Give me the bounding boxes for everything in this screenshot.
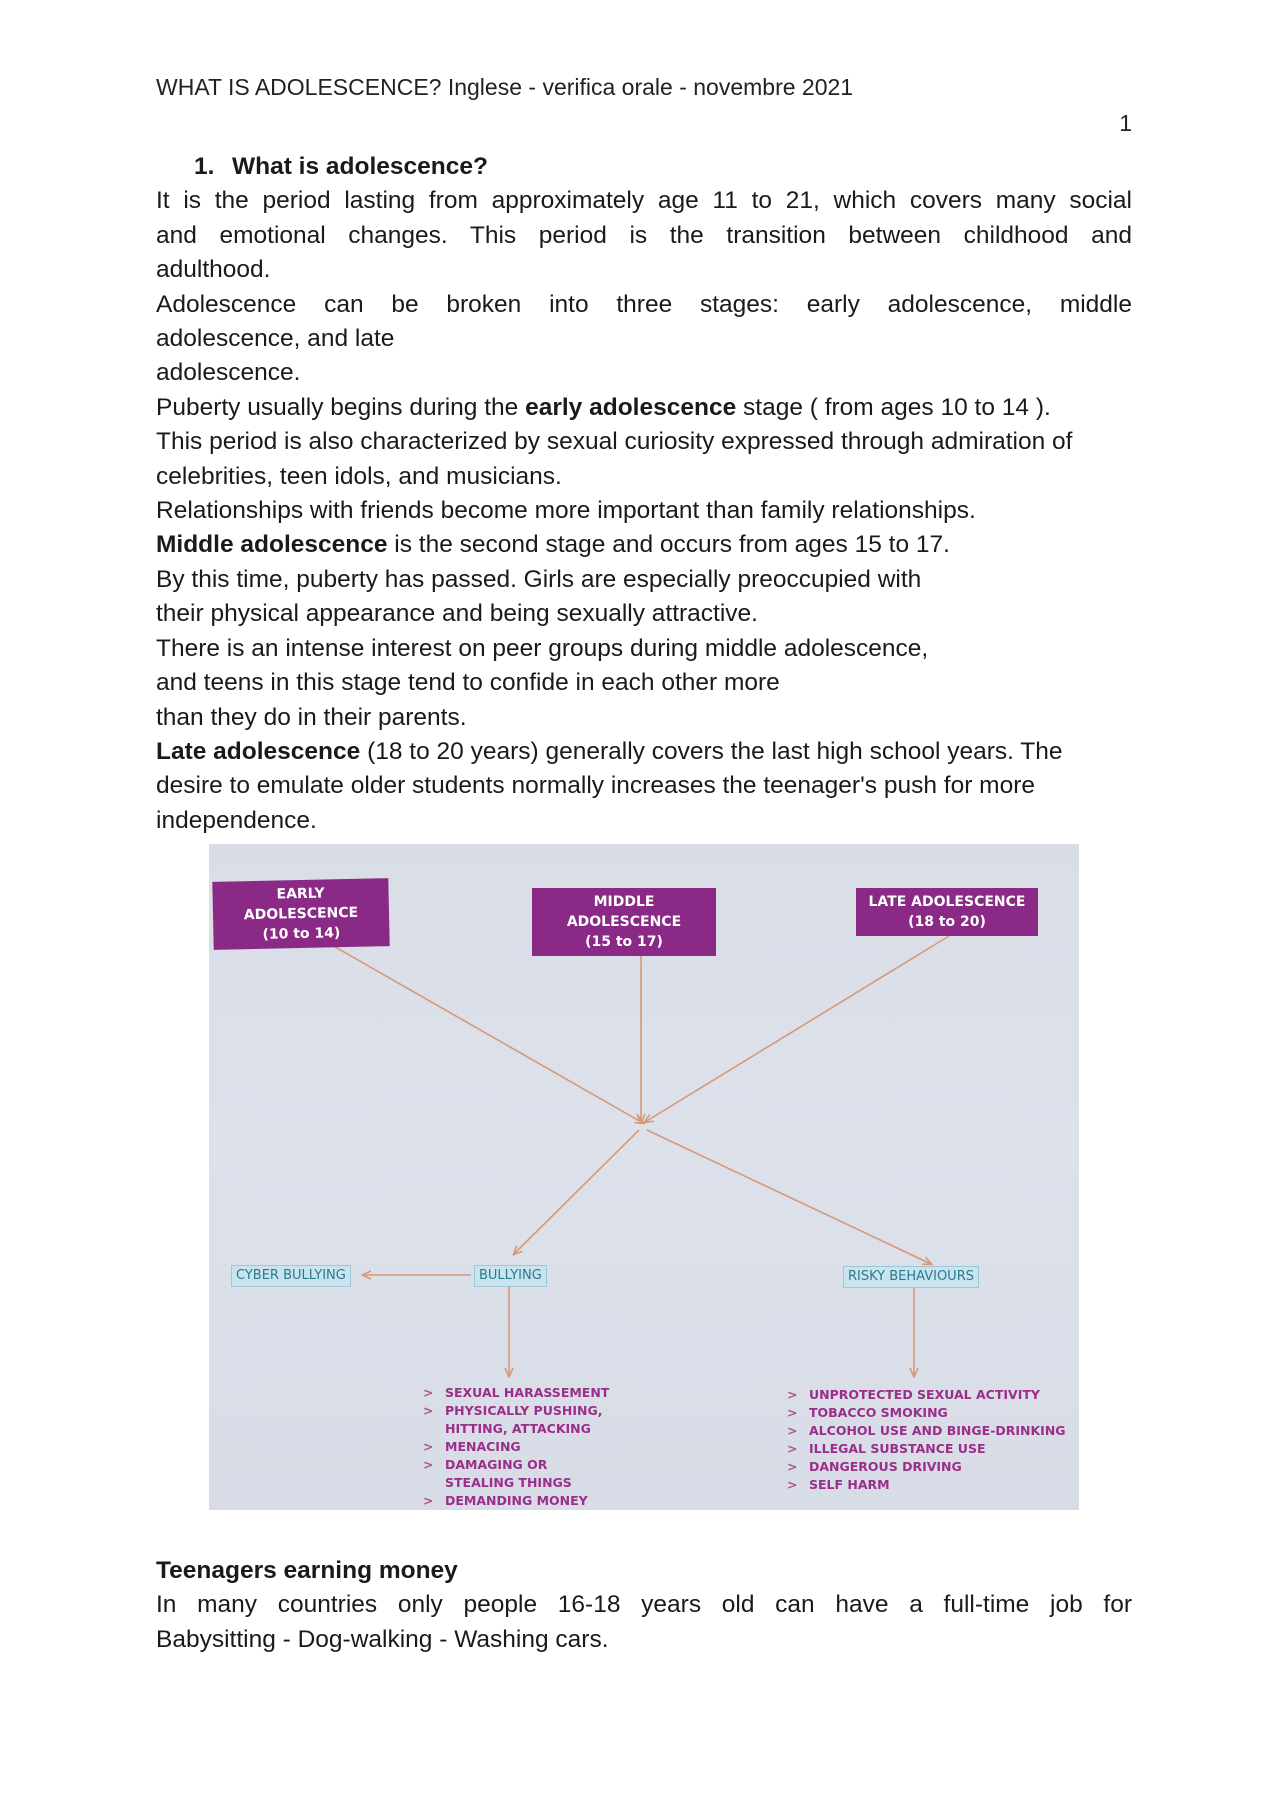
paragraph-late-adolescence (156, 735, 1132, 769)
paragraph-line: and emotional changes. This period is the transition between childhood and (156, 221, 1132, 249)
section-title: Teenagers earning money (156, 1557, 458, 1584)
bold-term: Late adolescence (156, 737, 361, 765)
list-item: > TOBACCO SMOKING (787, 1404, 1066, 1422)
paragraph-line: It is the period lasting from approximately age 11 to 21, which covers many social (156, 187, 1132, 215)
paragraph-middle-adolescence (156, 528, 1132, 562)
question-title: What is adolescence? (232, 153, 488, 180)
paragraph-line: Relationships with friends become more important than family relationships. (156, 497, 976, 525)
stage-box-middle (532, 888, 716, 956)
stage-title: MIDDLE ADOLESCENCE (566, 894, 682, 930)
risky-list (787, 1386, 1066, 1494)
section-teenagers-earning (156, 1554, 1132, 1657)
paragraph-line: Babysitting - Dog-walking - Washing cars. (156, 1625, 609, 1653)
paragraph-line: By this time, puberty has passed. Girls are especially preoccupied with (156, 565, 922, 593)
arrow-early-to-center (309, 932, 643, 1123)
stage-range: (15 to 17) (585, 934, 663, 950)
arrow-center-to-risky (647, 1130, 931, 1264)
list-item: > UNPROTECTED SEXUAL ACTIVITY (787, 1386, 1066, 1404)
list-item: > MENACING (423, 1438, 609, 1456)
bold-term: Middle adolescence (156, 531, 388, 559)
arrow-late-to-center (645, 936, 949, 1122)
arrow-center-to-bullying (514, 1130, 639, 1254)
stage-box-late (856, 888, 1038, 936)
question-heading (156, 150, 1132, 184)
paragraph-line: adulthood. (156, 256, 271, 284)
adolescence-diagram (209, 844, 1079, 1510)
category-bullying: BULLYING (474, 1265, 547, 1287)
list-item: > DAMAGING OR (423, 1456, 609, 1474)
paragraph-line: Adolescence can be broken into three stages: early adolescence, middle (156, 290, 1132, 318)
stage-range: (10 to 14) (262, 925, 341, 943)
list-item: HITTING, ATTACKING (445, 1421, 591, 1436)
page-header: WHAT IS ADOLESCENCE? Inglese - verifica orale - novembre 2021 (156, 74, 854, 100)
list-item: STEALING THINGS (445, 1475, 572, 1490)
question-number: 1. (194, 153, 215, 180)
paragraph-line: adolescence. (156, 359, 301, 387)
category-risky-behaviours: RISKY BEHAVIOURS (843, 1266, 979, 1288)
paragraph-line: This period is also characterized by sexual curiosity expressed through admiration of (156, 428, 1073, 456)
paragraph-line: In many countries only people 16-18 years old can have a full-time job for (156, 1591, 1132, 1619)
text-span: is the second stage and occurs from ages 15 to 17. (387, 531, 950, 559)
paragraph-line: and teens in this stage tend to confide in each other more (156, 669, 780, 697)
paragraph-line: their physical appearance and being sexually attractive. (156, 600, 758, 628)
paragraph-line: independence. (156, 806, 317, 834)
paragraph-line: than they do in their parents. (156, 703, 467, 731)
paragraph-line: celebrities, teen idols, and musicians. (156, 462, 562, 490)
paragraph-early-adolescence (156, 391, 1132, 425)
list-item: > SELF HARM (787, 1476, 1066, 1494)
main-content (156, 150, 1132, 838)
list-item: > ILLEGAL SUBSTANCE USE (787, 1440, 1066, 1458)
bullying-list (423, 1384, 609, 1510)
list-item: > DEMANDING MONEY (423, 1492, 609, 1510)
page-number: 1 (1119, 110, 1132, 136)
bold-term: early adolescence (525, 393, 737, 421)
stage-title: LATE ADOLESCENCE (868, 894, 1026, 910)
stage-box-early (212, 878, 389, 950)
list-item: > DANGEROUS DRIVING (787, 1458, 1066, 1476)
list-item: > PHYSICALLY PUSHING, (423, 1402, 609, 1420)
list-item: > SEXUAL HARASSEMENT (423, 1384, 609, 1402)
text-span: stage ( from ages 10 to 14 ). (736, 393, 1051, 421)
stage-title: EARLY ADOLESCENCE (243, 885, 359, 924)
text-span: (18 to 20 years) generally covers the last high school years. The (360, 737, 1063, 765)
paragraph-line: There is an intense interest on peer groups during middle adolescence, (156, 634, 929, 662)
text-span: Puberty usually begins during the (156, 393, 526, 421)
paragraph-line: adolescence, and late (156, 325, 395, 353)
list-item: > ALCOHOL USE AND BINGE-DRINKING (787, 1422, 1066, 1440)
paragraph-line: desire to emulate older students normally increases the teenager's push for more (156, 772, 1035, 800)
stage-range: (18 to 20) (908, 914, 986, 930)
category-cyber-bullying: CYBER BULLYING (231, 1265, 351, 1287)
